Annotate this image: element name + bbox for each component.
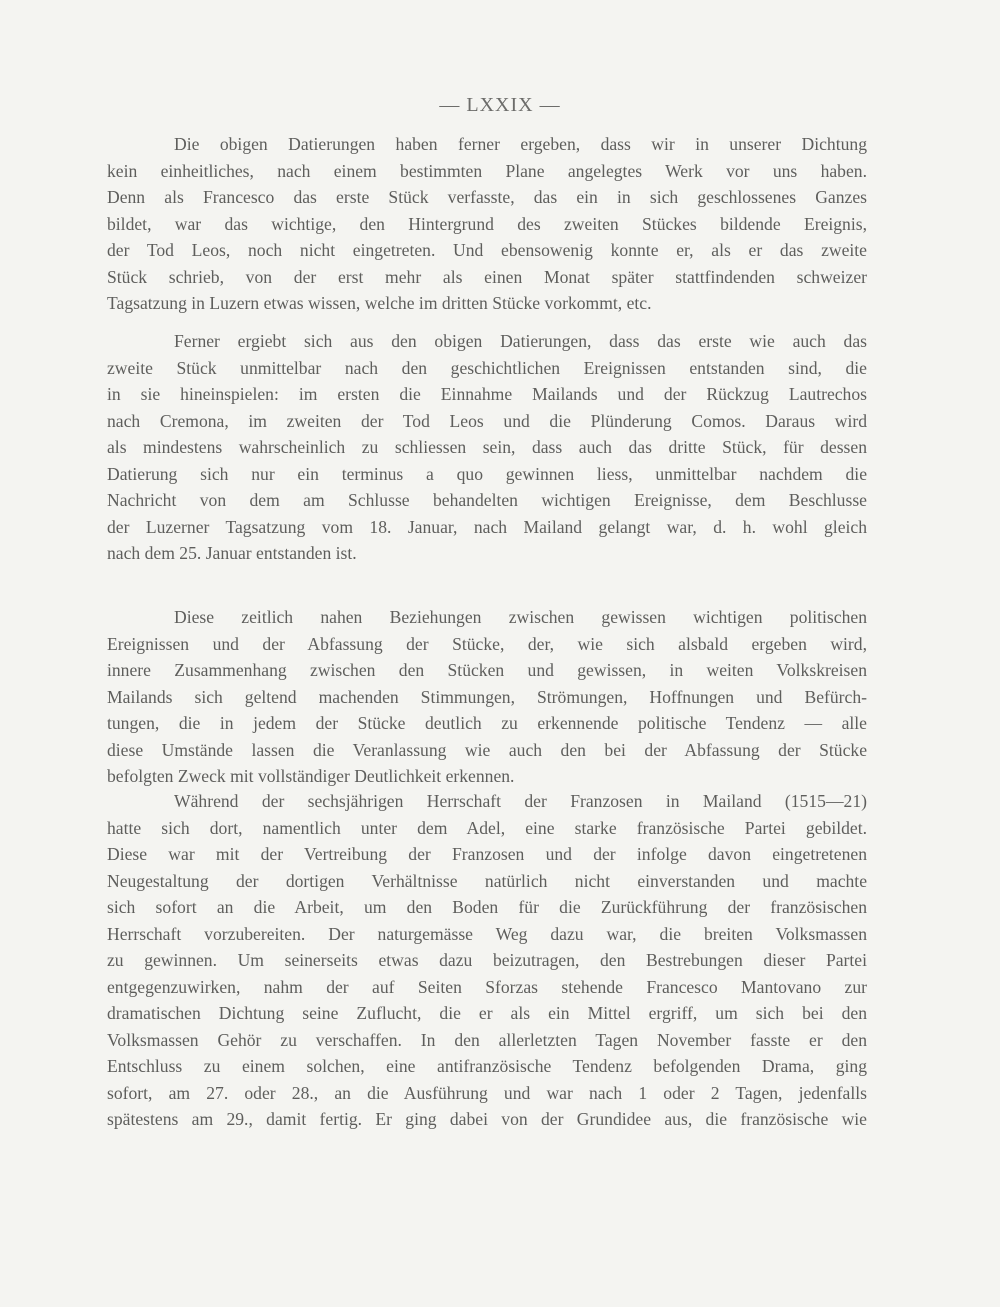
text-line: Denn als Francesco das erste Stück verfasste, das ein in sich geschlossenes Ganzes bbox=[107, 187, 867, 207]
text-line: Tagsatzung in Luzern etwas wissen, welche im dritten Stücke vorkommt, etc. bbox=[107, 293, 652, 313]
text-line: sich sofort an die Arbeit, um den Boden für die Zurückführung der französischen bbox=[107, 897, 867, 917]
text-line: innere Zusammenhang zwischen den Stücken und gewissen, in weiten Volkskreisen bbox=[107, 660, 867, 680]
text-line: zweite Stück unmittelbar nach den geschichtlichen Ereignissen entstanden sind, die bbox=[107, 357, 867, 378]
text-line: befolgten Zweck mit vollständiger Deutlichkeit erkennen. bbox=[107, 766, 515, 786]
text-line: entgegenzuwirken, nahm der auf Seiten Sforzas stehende Francesco Mantovano zur bbox=[107, 976, 867, 997]
text-line: Die obigen Datierungen haben ferner ergeben, dass wir in unserer Dichtung bbox=[174, 134, 867, 154]
text-line: Neugestaltung der dortigen Verhältnisse natürlich nicht einverstanden und machte bbox=[107, 870, 867, 891]
text-line: Herrschaft vorzubereiten. Der naturgemässe Weg dazu war, die breiten Volksmassen bbox=[107, 923, 867, 944]
text-line: Mailands sich geltend machenden Stimmungen, Strömungen, Hoffnungen und Befürch- bbox=[107, 686, 867, 707]
text-line: Entschluss zu einem solchen, eine antifranzösische Tendenz befolgenden Drama, ging bbox=[107, 1056, 867, 1076]
text-line: Ferner ergiebt sich aus den obigen Datierungen, dass das erste wie auch das bbox=[174, 331, 867, 351]
text-line: der Luzerner Tagsatzung vom 18. Januar, nach Mailand gelangt war, d. h. wohl gleich bbox=[107, 516, 867, 537]
text-line: sofort, am 27. oder 28., an die Ausführung und war nach 1 oder 2 Tagen, jedenfalls bbox=[107, 1082, 867, 1103]
paragraph-4 bbox=[107, 788, 867, 1133]
text-line: diese Umstände lassen die Veranlassung wie auch den bei der Abfassung der Stücke bbox=[107, 739, 867, 760]
text-line: in sie hineinspielen: im ersten die Einnahme Mailands und der Rückzug Lautrechos bbox=[107, 384, 867, 404]
text-line: zu gewinnen. Um seinerseits etwas dazu beizutragen, den Bestrebungen dieser Partei bbox=[107, 950, 867, 970]
text-line: bildet, war das wichtige, den Hintergrund des zweiten Stückes bildende Ereignis, bbox=[107, 213, 867, 234]
text-line: Während der sechsjährigen Herrschaft der Franzosen in Mailand (1515—21) bbox=[174, 791, 867, 811]
text-line: nach Cremona, im zweiten der Tod Leos und die Plünderung Comos. Daraus wird bbox=[107, 410, 867, 431]
paragraph-3 bbox=[107, 604, 867, 790]
text-line: Datierung sich nur ein terminus a quo gewinnen liess, unmittelbar nachdem die bbox=[107, 463, 867, 484]
text-line: dramatischen Dichtung seine Zuflucht, die er als ein Mittel ergriff, um sich bei den bbox=[107, 1003, 867, 1023]
text-line: Ereignissen und der Abfassung der Stücke, der, wie sich alsbald ergeben wird, bbox=[107, 633, 867, 654]
paragraph-1 bbox=[107, 131, 867, 317]
text-line: hatte sich dort, namentlich unter dem Adel, eine starke französische Partei gebildet. bbox=[107, 817, 867, 838]
text-line: als mindestens wahrscheinlich zu schliessen sein, dass auch das dritte Stück, für dessen bbox=[107, 437, 867, 457]
text-line: Diese war mit der Vertreibung der Franzosen und der infolge davon eingetretenen bbox=[107, 844, 867, 864]
text-line: Stück schrieb, von der erst mehr als einen Monat später stattfindenden schweizer bbox=[107, 266, 867, 287]
text-line: der Tod Leos, noch nicht eingetreten. Und ebensowenig konnte er, als er das zweite bbox=[107, 240, 867, 260]
text-line: Nachricht von dem am Schlusse behandelten wichtigen Ereignisse, dem Beschlusse bbox=[107, 490, 867, 510]
text-line: Volksmassen Gehör zu verschaffen. In den allerletzten Tagen November fasste er den bbox=[107, 1029, 867, 1050]
text-line: Diese zeitlich nahen Beziehungen zwischen gewissen wichtigen politischen bbox=[174, 607, 867, 627]
text-line: nach dem 25. Januar entstanden ist. bbox=[107, 543, 357, 563]
text-line: kein einheitliches, nach einem bestimmten Plane angelegtes Werk vor uns haben. bbox=[107, 160, 867, 181]
text-line: spätestens am 29., damit fertig. Er ging dabei von der Grundidee aus, die französische wie bbox=[107, 1109, 867, 1129]
paragraph-2 bbox=[107, 328, 867, 567]
page-number: — LXXIX — bbox=[439, 94, 561, 116]
text-line: tungen, die in jedem der Stücke deutlich zu erkennende politische Tendenz — alle bbox=[107, 713, 867, 733]
